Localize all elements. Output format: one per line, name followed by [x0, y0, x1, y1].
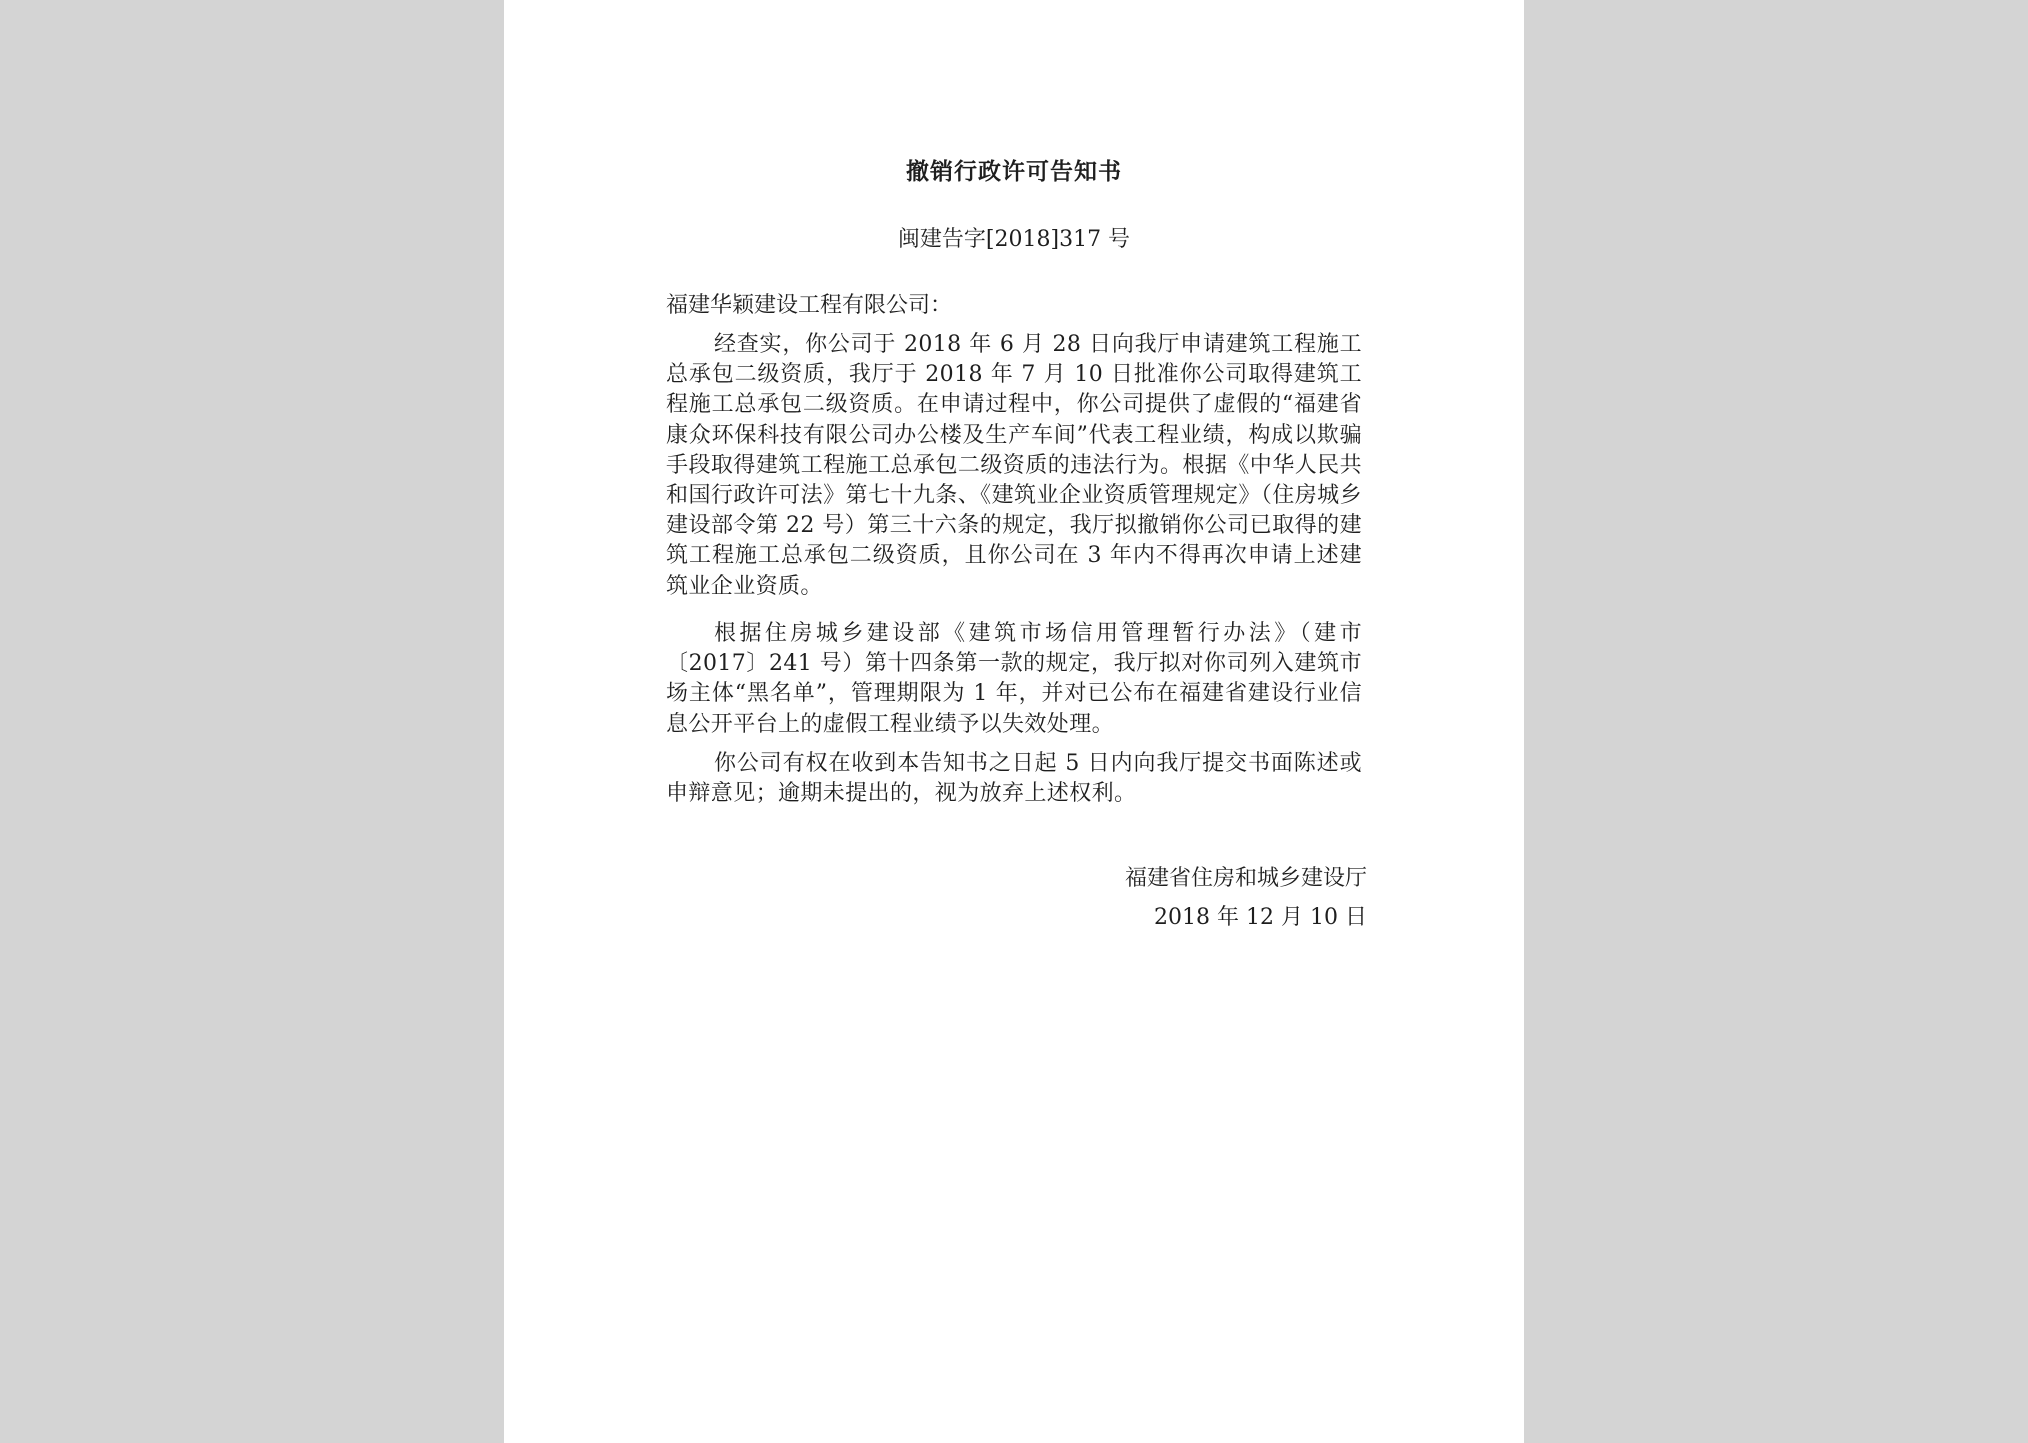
- body-paragraph: 你公司有权在收到本告知书之日起 5 日内向我厅提交书面陈述或申辩意见；逾期未提出的，视为放弃上述权利。: [666, 751, 1362, 807]
- body-paragraph: 经查实，你公司于 2018 年 6 月 28 日向我厅申请建筑工程施工总承包二级资质，我厅于 2018 年 7 月 10 日批准你公司取得建筑工程施工总承包二级资质。在申请过程中，你公司提供了虚假的“福建省康众环保科技有限公司办公楼及生产车间”代表工程业绩，构成以欺骗手段取得建筑工程施工总承包二级资质的违法行为。根据《中华人民共和国行政许可法》第七十九条、《建筑业企业资质管理规定》（住房城乡建设部令第 22 号）第三十六条的规定，我厅拟撤销你公司已取得的建筑工程施工总承包二级资质，且你公司在 3 年内不得再次申请上述建筑业企业资质。: [666, 332, 1362, 599]
- addressee: 福建华颖建设工程有限公司：: [666, 293, 953, 318]
- document-title: 撤销行政许可告知书: [906, 158, 1122, 185]
- issue-date: 2018 年 12 月 10 日: [1154, 905, 1367, 930]
- issuer-signature: 福建省住房和城乡建设厅: [1124, 866, 1367, 891]
- body-paragraph: 根据住房城乡建设部《建筑市场信用管理暂行办法》（建市〔2017〕241 号）第十四条第一款的规定，我厅拟对你司列入建筑市场主体“黑名单”，管理期限为 1 年，并对已公布在福建省建设行业信息公开平台上的虚假工程业绩予以失效处理。: [666, 621, 1362, 737]
- document-number: 闽建告字[2018]317 号: [897, 227, 1131, 252]
- document-page: [504, 0, 1524, 1443]
